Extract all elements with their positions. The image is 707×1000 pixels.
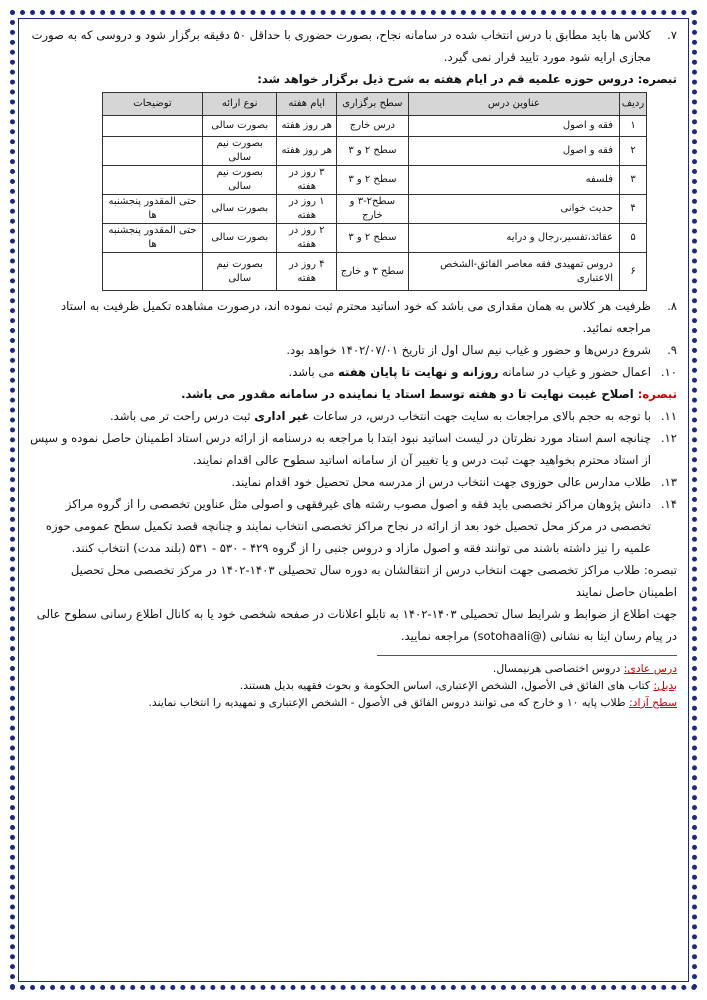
item-number: ۷. (667, 28, 677, 42)
footnote-divider (377, 655, 677, 656)
item-number: ۱۱. (660, 409, 677, 423)
item-text: ظرفیت هر کلاس به همان مقداری می باشد که خود اساتید محترم ثبت نموده اند، درصورت مشاهده تکمیل ظرفیت به استاد مراجعه نمائید. (61, 299, 651, 335)
list-item-7 (30, 24, 677, 68)
item-number: ۱۴. (660, 497, 677, 511)
cell-delivery: بصورت سالی (202, 116, 276, 137)
cell-level: سطح ۲ و ۳ (337, 224, 409, 253)
table-row (103, 253, 647, 291)
item-number: ۱۰. (660, 365, 677, 379)
cell-weekdays: هر روز هفته (277, 137, 337, 166)
cell-course: فقه و اصول (408, 116, 619, 137)
table-row (103, 137, 647, 166)
cell-index: ۶ (620, 253, 647, 291)
cell-weekdays: ۲ روز در هفته (277, 224, 337, 253)
note-14: تبصره: طلاب مراکز تخصصی جهت انتخاب درس از انتقالشان به دوره سال تحصیلی ۱۴۰۳-۱۴۰۲ در مرکز تخصصی محل تحصیل اطمینان حاصل نمایند (70, 563, 677, 599)
cell-index: ۳ (620, 166, 647, 195)
cell-course: دروس تمهیدی فقه معاصر الفائق-الشخص الاعتباری (408, 253, 619, 291)
cell-index: ۱ (620, 116, 647, 137)
table-row (103, 166, 647, 195)
cell-index: ۵ (620, 224, 647, 253)
item-text: می باشد. (288, 365, 339, 379)
list-item-12 (30, 427, 677, 471)
cell-weekdays: ۴ روز در هفته (277, 253, 337, 291)
cell-notes (103, 137, 203, 166)
list-item-11 (30, 405, 677, 427)
footnote-label: سطح آزاد: (629, 696, 677, 709)
list-item-14 (30, 493, 677, 559)
item-text: چنانچه اسم استاد مورد نظرتان در لیست اساتید نبود ابتدا با مراجعه به درسنامه از ارائه درس استاد اطمینان حاصل نموده و سپس از استاد محترم بخواهید جهت ثبت درس و یا تغییر آن از سامانه اساتید سطوح عالی اقدام نمایند. (30, 431, 651, 467)
header-course-title: عناوین درس (408, 93, 619, 116)
cell-level: درس خارج (337, 116, 409, 137)
cell-weekdays: ۳ روز در هفته (277, 166, 337, 195)
note-10 (30, 383, 677, 405)
cell-notes (103, 116, 203, 137)
note-label: تبصره: (637, 387, 677, 401)
footnote-text: دروس اختصاصی هرنیمسال. (492, 662, 624, 675)
item-text-emphasis: غیر اداری (254, 409, 310, 423)
cell-level: سطح ۳ و خارج (337, 253, 409, 291)
footnotes (30, 660, 677, 711)
header-level: سطح برگزاری (337, 93, 409, 116)
note-text: اصلاح غیبت نهایت تا دو هفته توسط استاد یا نماینده در سامانه مقدور می باشد. (181, 387, 638, 401)
item-text: ثبت درس راحت تر می باشد. (109, 409, 255, 423)
item-number: ۱۳. (660, 475, 677, 489)
footnote-label: درس عادی: (623, 662, 677, 675)
item-number: ۹. (667, 343, 677, 357)
item-text: با توجه به حجم بالای مراجعات به سایت جهت انتخاب درس، در ساعات (309, 409, 651, 423)
item-text: شروع درس‌ها و حضور و غیاب نیم سال اول از تاریخ ۱۴۰۲/۰۷/۰۱ خواهد بود. (286, 343, 651, 357)
footnote-label: بدیل: (653, 679, 677, 692)
cell-notes: حتی المقدور پنجشنبه ها (103, 224, 203, 253)
header-row-index: ردیف (620, 93, 647, 116)
cell-notes (103, 253, 203, 291)
table-row (103, 195, 647, 224)
item-text: طلاب مدارس عالی حوزوی جهت انتخاب درس از مدرسه محل تحصیل خود اقدام نمایند. (231, 475, 651, 489)
item-text: دانش پژوهان مراکز تخصصی باید فقه و اصول مصوب رشته های غیرفقهی و اصولی مثل عناوین تخصصی را از گروه مراکز تخصصی در مرکز محل تحصیل خود بعد از ارائه در نجاح مراکز تخصصی انتخاب نمایند و چنانچه قصد تکمیل سطح عمومی حوزه علمیه را نیز داشته باشند می توانند فقه و اصول مازاد و دروس جنبی را از گروه ۴۲۹ - ۵۳۰ - ۵۳۱ (بلند مدت) انتخاب کنند. (45, 497, 651, 555)
cell-index: ۲ (620, 137, 647, 166)
table-row (103, 224, 647, 253)
cell-course: حدیث خوانی (408, 195, 619, 224)
list-item-9 (30, 339, 677, 361)
cell-course: فلسفه (408, 166, 619, 195)
table-note: تبصره: دروس حوزه علمیه قم در ایام هفته به شرح ذیل برگزار خواهد شد: (257, 72, 677, 86)
cell-notes (103, 166, 203, 195)
cell-delivery: بصورت نیم سالی (202, 166, 276, 195)
list-item-8 (30, 295, 677, 339)
footnote-free-level (30, 694, 677, 711)
document-body (30, 24, 677, 711)
footnote-regular-course (30, 660, 677, 677)
header-delivery-type: نوع ارائه (202, 93, 276, 116)
cell-level: سطح۲-۳ و خارج (337, 195, 409, 224)
cell-delivery: بصورت سالی (202, 195, 276, 224)
header-notes: توضیحات (103, 93, 203, 116)
footnote-text: طلاب پایه ۱۰ و خارج که می توانند دروس الفائق فی الأصول - الشخص الإعتباری و تمهیدیه را انتخاب نمایند. (148, 696, 630, 709)
cell-course: عقائد،تفسیر،رجال و درایه (408, 224, 619, 253)
cell-level: سطح ۲ و ۳ (337, 166, 409, 195)
item-text-emphasis: روزانه و نهایت تا پایان هفته (338, 365, 499, 379)
table-header-row (103, 93, 647, 116)
table-row (103, 116, 647, 137)
footnote-substitute (30, 677, 677, 694)
list-item-13 (30, 471, 677, 493)
cell-notes: حتی المقدور پنجشنبه ها (103, 195, 203, 224)
cell-course: فقه و اصول (408, 137, 619, 166)
cell-delivery: بصورت نیم سالی (202, 137, 276, 166)
item-number: ۸. (667, 299, 677, 313)
cell-delivery: بصورت نیم سالی (202, 253, 276, 291)
list-item-10 (30, 361, 677, 383)
header-weekdays: ایام هفته (277, 93, 337, 116)
footnote-text: کتاب های الفائق فی الأصول، الشخص الإعتباری، اساس الحکومة و بحوث فقهیه بدیل هستند. (239, 679, 654, 692)
cell-weekdays: هر روز هفته (277, 116, 337, 137)
cell-level: سطح ۲ و ۳ (337, 137, 409, 166)
cell-index: ۴ (620, 195, 647, 224)
item-text: کلاس ها باید مطابق با درس انتخاب شده در سامانه نجاح، بصورت حضوری با حداقل ۵۰ دقیقه برگزار شود و دروسی که به صورت مجازی ارایه شود مورد تایید قرار نمی گیرد. (31, 28, 651, 64)
item-number: ۱۲. (660, 431, 677, 445)
item-text: اعمال حضور و غیاب در سامانه (498, 365, 651, 379)
schedule-table (102, 92, 647, 291)
cell-delivery: بصورت سالی (202, 224, 276, 253)
cell-weekdays: ۱ روز در هفته (277, 195, 337, 224)
closing-paragraph: جهت اطلاع از ضوابط و شرایط سال تحصیلی ۱۴۰۳-۱۴۰۲ به تابلو اعلانات در صفحه شخصی خود یا به کانال اطلاع رسانی سطوح عالی در پیام رسان ایتا به نشانی (@sotohaali) مراجعه نمایید. (36, 607, 677, 643)
